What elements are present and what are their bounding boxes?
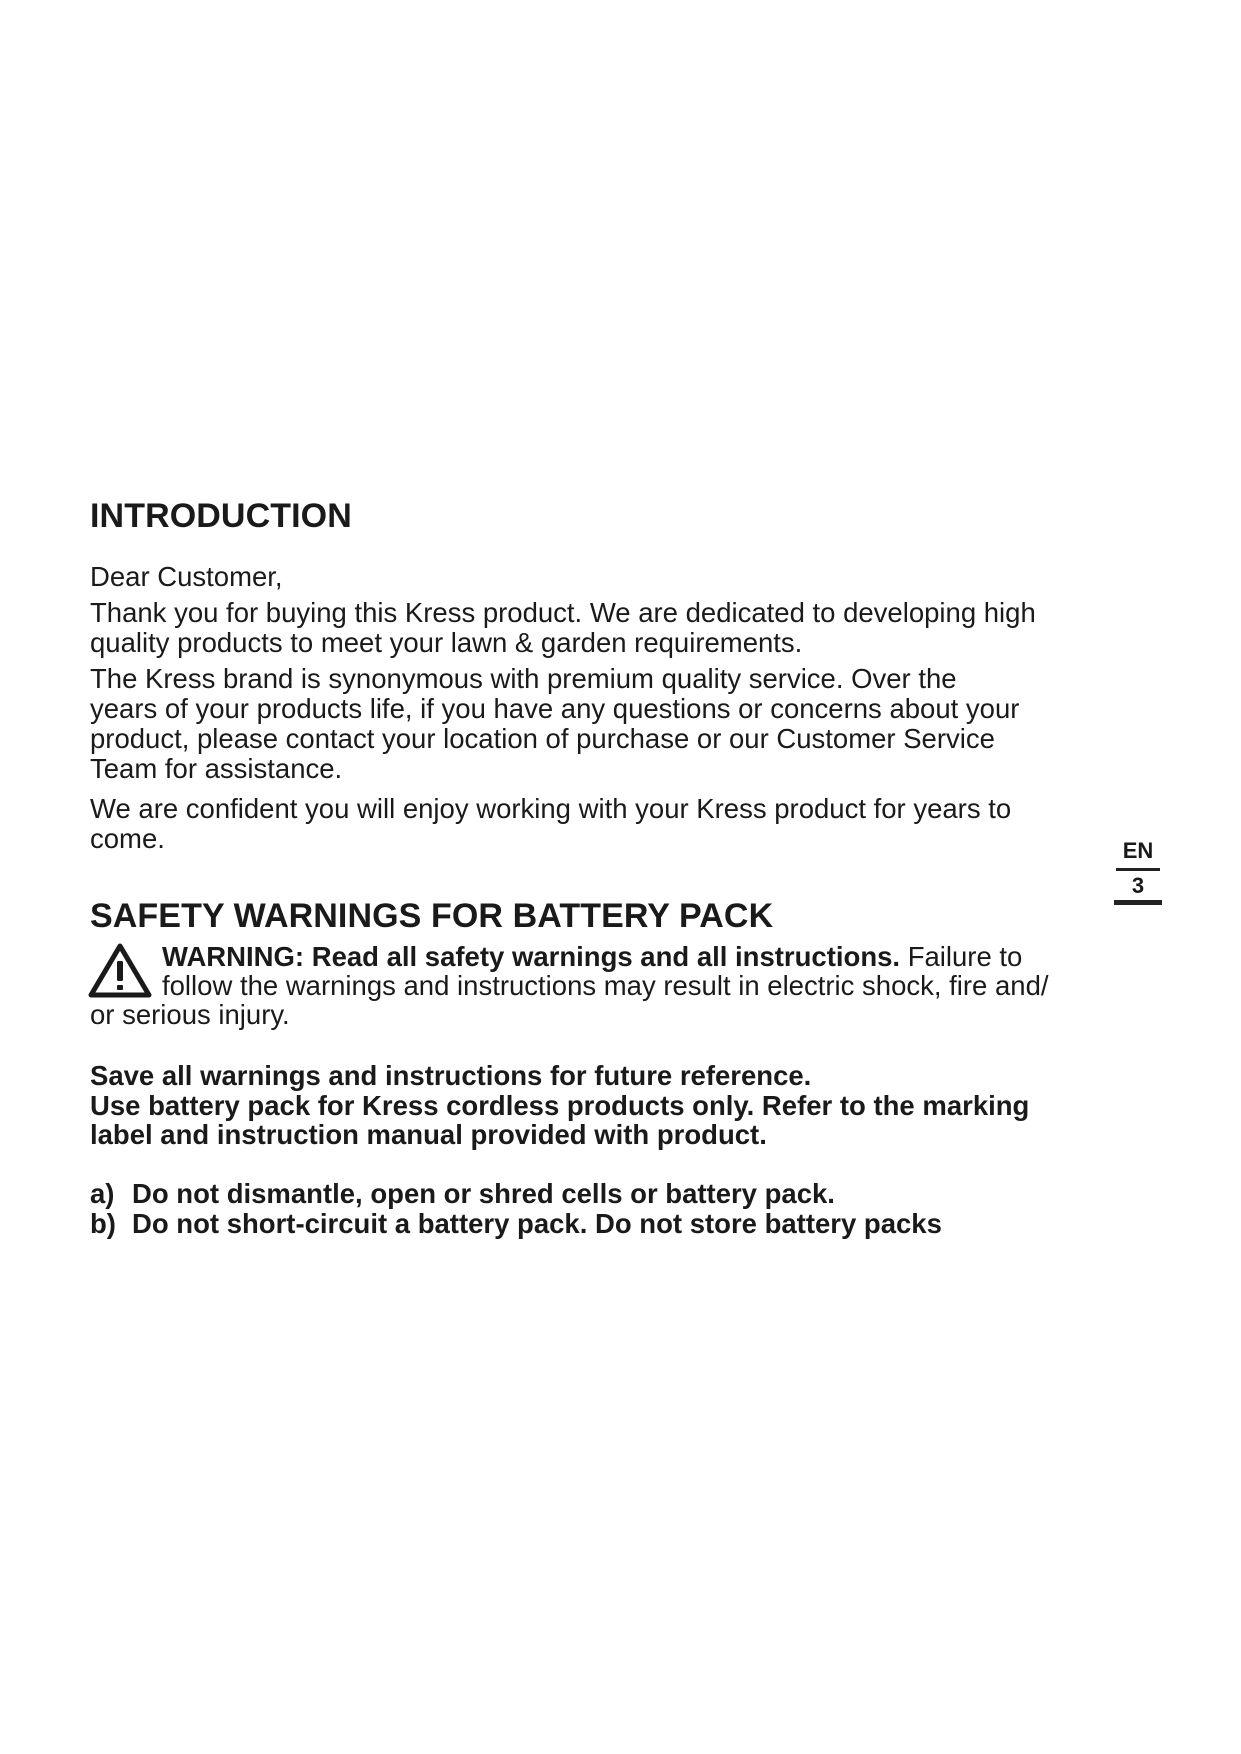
- warning-line-3: or serious injury.: [90, 999, 290, 1030]
- list-item-text: Do not dismantle, open or shred cells or battery pack.: [132, 1177, 835, 1209]
- introduction-heading: INTRODUCTION: [90, 497, 352, 535]
- list-marker: b): [90, 1207, 116, 1239]
- language-page-tab: [1112, 838, 1164, 905]
- warning-line-2: follow the warnings and instructions may result in electric shock, fire and/: [162, 970, 1049, 1001]
- page-content: [90, 496, 1130, 1239]
- introduction-paragraph-3: [90, 794, 1130, 854]
- safety-warnings-heading: SAFETY WARNINGS FOR BATTERY PACK: [90, 897, 774, 935]
- introduction-paragraph-1: [90, 598, 1130, 658]
- warning-bold-text: WARNING: Read all safety warnings and all instructions.: [162, 941, 901, 972]
- language-code: EN: [1122, 838, 1154, 863]
- divider: [1114, 900, 1162, 905]
- safety-list: [90, 1179, 1130, 1239]
- warning-text: Failure to: [900, 941, 1023, 972]
- paragraph-line: years of your products life, if you have any questions or concerns about your: [90, 693, 1020, 724]
- warning-triangle-icon: [87, 942, 153, 1000]
- warning-statement: [90, 942, 1130, 1029]
- paragraph-line: We are confident you will enjoy working with your Kress product for years to: [90, 793, 1012, 824]
- list-item: [90, 1179, 1130, 1209]
- paragraph-line: Thank you for buying this Kress product. We are dedicated to developing high: [90, 597, 1036, 628]
- save-instructions: [90, 1061, 1130, 1150]
- paragraph-line: Team for assistance.: [90, 753, 343, 784]
- list-item: [90, 1209, 1130, 1239]
- list-marker: a): [90, 1177, 115, 1209]
- introduction-paragraph-2: [90, 664, 1130, 784]
- warning-line-1: [90, 942, 1130, 971]
- list-item-text: Do not short-circuit a battery pack. Do not store battery packs: [132, 1207, 942, 1239]
- save-line: Use battery pack for Kress cordless products only. Refer to the marking: [90, 1089, 1030, 1121]
- save-line: Save all warnings and instructions for future reference.: [90, 1060, 812, 1091]
- divider: [1116, 868, 1160, 871]
- page-number: 3: [1131, 873, 1145, 898]
- paragraph-line: quality products to meet your lawn & garden requirements.: [90, 627, 803, 658]
- greeting: Dear Customer,: [90, 561, 283, 592]
- paragraph-line: come.: [90, 823, 165, 854]
- paragraph-line: product, please contact your location of purchase or our Customer Service: [90, 723, 995, 754]
- paragraph-line: The Kress brand is synonymous with premium quality service. Over the: [90, 663, 957, 694]
- save-line: label and instruction manual provided with product.: [90, 1119, 767, 1150]
